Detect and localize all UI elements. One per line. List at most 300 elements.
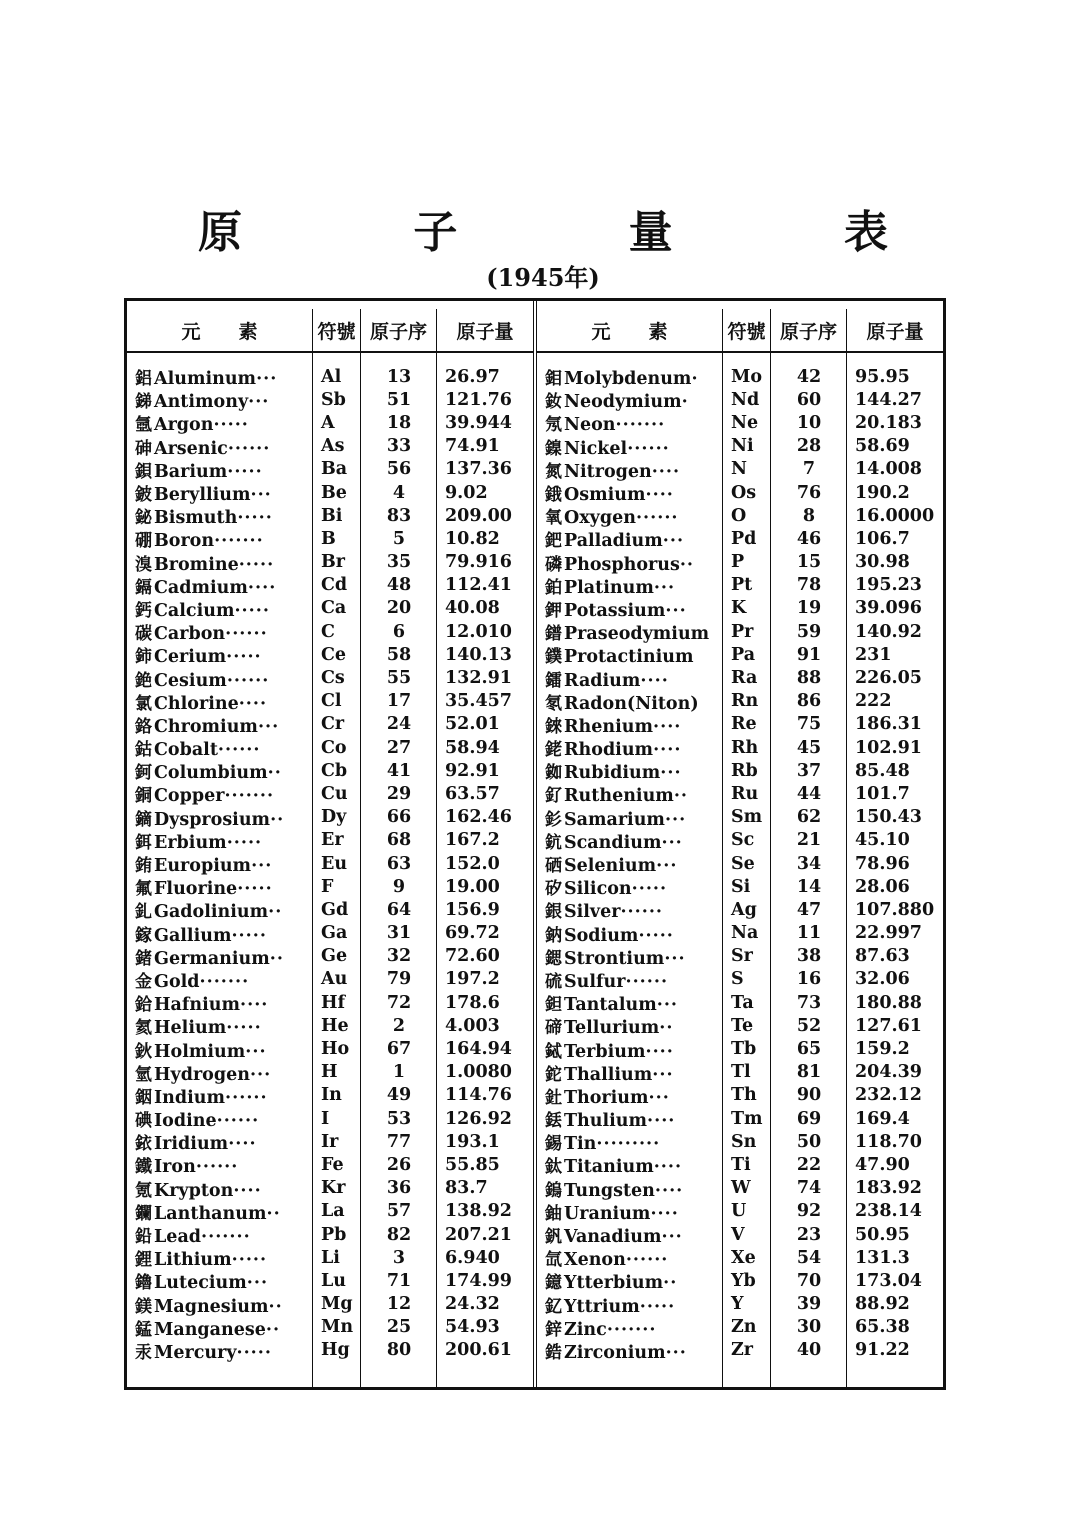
atomic-weight: 95.95 (855, 366, 910, 387)
element-name-cell (537, 758, 723, 783)
atomic-number: 11 (796, 923, 822, 944)
element-symbol: Au (321, 969, 348, 990)
element-chinese-name: 鑥 (135, 1273, 152, 1294)
element-name-cell (537, 712, 723, 737)
element-english-name: Columbium (154, 763, 268, 784)
element-english-name: Radium (564, 670, 641, 691)
atomic-weight: 127.61 (855, 1015, 922, 1036)
element-chinese-name: 錸 (545, 716, 562, 737)
element-english-name: Rhenium (564, 716, 654, 737)
table-row (537, 713, 943, 736)
table-row (127, 1246, 533, 1269)
table-row (127, 736, 533, 759)
element-symbol: S (731, 969, 744, 990)
atomic-weight: 9.02 (445, 482, 488, 503)
element-name-cell (127, 805, 313, 830)
table-header-right (537, 309, 943, 353)
element-symbol: Kr (321, 1178, 346, 1199)
atomic-weight: 137.36 (445, 459, 512, 480)
leader-dots: ···· (653, 716, 682, 737)
table-row (127, 829, 533, 852)
element-english-name: Cadmium (154, 577, 248, 598)
element-name-cell (537, 874, 723, 899)
table-row (127, 643, 533, 666)
element-symbol: Ir (321, 1131, 339, 1152)
element-symbol: N (731, 459, 747, 480)
atomic-number: 3 (392, 1247, 406, 1268)
atomic-number: 1 (392, 1062, 406, 1083)
table-row (127, 1200, 533, 1223)
atomic-number: 18 (386, 412, 412, 433)
atomic-number: 81 (796, 1062, 822, 1083)
leader-dots: ·· (679, 554, 695, 575)
atomic-weight: 30.98 (855, 552, 910, 573)
header-symbol: 符號 (313, 309, 361, 351)
element-english-name: Arsenic (154, 438, 228, 459)
element-name-cell (127, 526, 313, 551)
table-row (127, 875, 533, 898)
atomic-weight: 126.92 (445, 1108, 512, 1129)
element-chinese-name: 氡 (545, 693, 562, 714)
table-row (537, 1061, 943, 1084)
element-symbol: Nd (731, 389, 760, 410)
table-row (127, 1316, 533, 1339)
element-english-name: Chlorine (154, 693, 239, 714)
element-chinese-name: 釔 (545, 1296, 562, 1317)
table-row (127, 898, 533, 921)
table-row (537, 898, 943, 921)
atomic-number: 73 (796, 992, 822, 1013)
table-row (537, 782, 943, 805)
leader-dots: ····· (639, 1296, 676, 1317)
atomic-weight: 190.2 (855, 482, 910, 503)
element-english-name: Antimony (154, 392, 249, 413)
element-english-name: Zirconium (564, 1342, 666, 1363)
atomic-weight: 55.85 (445, 1154, 500, 1175)
element-english-name: Molybdenum (564, 369, 692, 390)
leader-dots: ···· (228, 1134, 257, 1155)
element-symbol: Ge (321, 946, 348, 967)
atomic-weight: 156.9 (445, 899, 500, 920)
table-row (537, 1037, 943, 1060)
atomic-number: 90 (796, 1085, 822, 1106)
atomic-weight: 197.2 (445, 969, 500, 990)
element-name-cell (127, 1152, 313, 1177)
element-name-cell (127, 689, 313, 714)
element-english-name: Sodium (564, 925, 639, 946)
table-row (537, 1014, 943, 1037)
element-english-name: Aluminum (154, 369, 257, 390)
element-symbol: Be (321, 482, 347, 503)
leader-dots: ··· (660, 763, 682, 784)
element-chinese-name: 銩 (545, 1111, 562, 1132)
element-english-name: Titanium (564, 1157, 654, 1178)
element-chinese-name: 鉬 (545, 369, 562, 390)
element-english-name: Lead (154, 1227, 202, 1248)
rows-left (127, 365, 533, 1362)
element-symbol: Mo (731, 366, 763, 387)
element-symbol: C (321, 621, 335, 642)
atomic-number: 41 (386, 760, 412, 781)
atomic-weight: 47.90 (855, 1154, 910, 1175)
element-name-cell (537, 573, 723, 598)
leader-dots: ·· (663, 1273, 678, 1294)
element-english-name: Ruthenium (564, 786, 674, 807)
element-chinese-name: 鈷 (135, 740, 152, 761)
atomic-weight: 174.99 (445, 1270, 512, 1291)
element-english-name: Hydrogen (154, 1064, 250, 1085)
element-symbol: Ca (321, 598, 347, 619)
element-chinese-name: 釩 (545, 1227, 562, 1248)
atomic-number: 33 (386, 436, 412, 457)
atomic-weight: 14.008 (855, 459, 922, 480)
element-chinese-name: 氯 (135, 693, 152, 714)
element-chinese-name: 釓 (135, 902, 152, 923)
atomic-number: 72 (386, 992, 412, 1013)
element-name-cell (537, 1245, 723, 1270)
table-row (537, 1153, 943, 1176)
atomic-weight: 39.096 (855, 598, 922, 619)
table-row (127, 1084, 533, 1107)
table-row (127, 365, 533, 388)
atomic-number: 71 (386, 1270, 412, 1291)
element-name-cell (537, 642, 723, 667)
table-row (127, 1107, 533, 1130)
element-chinese-name: 鈣 (135, 600, 152, 621)
element-name-cell (537, 387, 723, 412)
table-row (127, 1130, 533, 1153)
element-english-name: Iron (154, 1157, 196, 1178)
atomic-weight: 19.00 (445, 876, 500, 897)
element-name-cell (537, 434, 723, 459)
table-row (537, 922, 943, 945)
element-english-name: Selenium (564, 856, 657, 877)
table-row (537, 759, 943, 782)
table-row (537, 551, 943, 574)
atomic-number: 20 (386, 598, 412, 619)
leader-dots: ···· (645, 1041, 674, 1062)
element-name-cell (537, 1338, 723, 1363)
element-name-cell (537, 619, 723, 644)
leader-dots: ····· (231, 925, 267, 946)
element-symbol: Mg (321, 1294, 353, 1315)
atomic-number: 27 (386, 737, 412, 758)
atomic-weight: 140.92 (855, 621, 922, 642)
table-row (127, 1177, 533, 1200)
atomic-number: 57 (386, 1201, 412, 1222)
atomic-number: 86 (796, 691, 822, 712)
leader-dots: ···· (247, 577, 277, 598)
element-chinese-name: 氫 (135, 1064, 152, 1085)
element-english-name: Barium (154, 461, 228, 482)
atomic-weight: 138.92 (445, 1201, 512, 1222)
element-english-name: Silver (564, 902, 621, 923)
element-english-name: Lutecium (154, 1273, 247, 1294)
atomic-number: 30 (796, 1317, 822, 1338)
element-chinese-name: 鉿 (135, 995, 152, 1016)
header-atomic-number: 原子序 (361, 309, 437, 351)
atomic-weight: 83.7 (445, 1178, 488, 1199)
atomic-weight: 1.0080 (445, 1062, 512, 1083)
element-chinese-name: 鑭 (135, 1203, 152, 1224)
table-row (537, 666, 943, 689)
atomic-number: 39 (796, 1294, 822, 1315)
atomic-weight: 173.04 (855, 1270, 922, 1291)
atomic-weight: 28.06 (855, 876, 910, 897)
atomic-number: 38 (796, 946, 822, 967)
element-english-name: Ytterbium (564, 1273, 664, 1294)
element-chinese-name: 鍺 (135, 948, 152, 969)
table-row (537, 1269, 943, 1292)
atomic-number: 62 (796, 807, 822, 828)
element-name-cell (537, 1199, 723, 1224)
element-english-name: Europium (154, 856, 252, 877)
atomic-number: 26 (386, 1154, 412, 1175)
element-symbol: I (321, 1108, 330, 1129)
leader-dots: ··· (664, 809, 687, 830)
element-name-cell (127, 666, 313, 691)
element-symbol: Br (321, 552, 346, 573)
element-chinese-name: 鉺 (135, 832, 152, 853)
element-name-cell (127, 480, 313, 505)
element-name-cell (537, 1315, 723, 1340)
element-chinese-name: 鐳 (545, 670, 562, 691)
element-english-name: Mercury (154, 1342, 237, 1363)
leader-dots: ···· (650, 1203, 679, 1224)
leader-dots: ····· (238, 554, 275, 575)
atomic-weight: 106.7 (855, 528, 910, 549)
element-name-cell (127, 712, 313, 737)
table-row (537, 690, 943, 713)
atomic-number: 65 (796, 1039, 822, 1060)
table-row (127, 620, 533, 643)
table-row (537, 1200, 943, 1223)
atomic-weight: 24.32 (445, 1294, 500, 1315)
element-english-name: Cerium (154, 647, 227, 668)
atomic-number: 24 (386, 714, 412, 735)
element-symbol: Sb (321, 389, 346, 410)
element-english-name: Thorium (564, 1087, 649, 1108)
element-chinese-name: 鈉 (545, 925, 562, 946)
table-row (537, 736, 943, 759)
element-symbol: W (731, 1178, 751, 1199)
element-english-name: Thallium (564, 1064, 653, 1085)
element-english-name: Calcium (154, 600, 235, 621)
table-row (537, 435, 943, 458)
atomic-number: 16 (796, 969, 822, 990)
element-english-name: Carbon (154, 624, 226, 645)
element-name-cell (127, 874, 313, 899)
atomic-weight: 183.92 (855, 1178, 922, 1199)
element-english-name: Iodine (154, 1111, 217, 1132)
element-name-cell (537, 967, 723, 992)
atomic-weight: 118.70 (855, 1131, 922, 1152)
leader-dots: ······ (625, 971, 669, 992)
element-chinese-name: 氧 (545, 508, 562, 529)
atomic-weight: 35.457 (445, 691, 512, 712)
element-english-name: Vanadium (564, 1227, 662, 1248)
table-row (537, 875, 943, 898)
atomic-weight: 140.13 (445, 644, 512, 665)
atomic-weight: 101.7 (855, 783, 910, 804)
atomic-number: 37 (796, 760, 822, 781)
atomic-number: 52 (796, 1015, 822, 1036)
element-english-name: Helium (154, 1018, 227, 1039)
element-symbol: Y (731, 1294, 744, 1315)
atomic-number: 6 (392, 621, 406, 642)
element-symbol: Hf (321, 992, 346, 1013)
element-chinese-name: 汞 (135, 1342, 152, 1363)
element-name-cell (127, 1106, 313, 1131)
table-right-half (537, 301, 943, 1387)
element-english-name: Dysprosium (154, 809, 271, 830)
atomic-number: 68 (386, 830, 412, 851)
leader-dots: ··· (662, 531, 685, 552)
atomic-number: 32 (386, 946, 412, 967)
atomic-weight: 79.916 (445, 552, 512, 573)
element-symbol: Pa (731, 644, 756, 665)
atomic-weight: 159.2 (855, 1039, 910, 1060)
element-english-name: Indium (154, 1087, 226, 1108)
element-english-name: Nitrogen (564, 461, 652, 482)
element-symbol: Pd (731, 528, 757, 549)
element-symbol: Xe (731, 1247, 756, 1268)
leader-dots: ····· (638, 925, 674, 946)
atomic-weight: 26.97 (445, 366, 500, 387)
atomic-weight: 102.91 (855, 737, 922, 758)
element-name-cell (537, 828, 723, 853)
element-symbol: Yb (731, 1270, 756, 1291)
leader-dots: ··· (249, 1064, 272, 1085)
element-chinese-name: 鈧 (545, 832, 562, 853)
element-symbol: O (731, 505, 747, 526)
header-atomic-weight: 原子量 (866, 320, 924, 343)
element-name-cell (127, 758, 313, 783)
element-symbol: Si (731, 876, 751, 897)
leader-dots: ······ (225, 624, 268, 645)
element-english-name: Tin (564, 1134, 597, 1155)
element-name-cell (537, 457, 723, 482)
element-symbol: Hg (321, 1340, 350, 1361)
element-english-name: Xenon (564, 1250, 626, 1271)
leader-dots: ··· (664, 948, 686, 969)
element-name-cell (537, 410, 723, 435)
element-english-name: Lanthanum (154, 1203, 267, 1224)
atomic-weight: 32.06 (855, 969, 910, 990)
element-chinese-name: 磷 (545, 554, 562, 575)
atomic-number: 15 (796, 552, 822, 573)
element-chinese-name: 鈳 (135, 763, 152, 784)
leader-dots: ··· (250, 485, 272, 506)
element-chinese-name: 氬 (135, 415, 152, 436)
atomic-number: 14 (796, 876, 822, 897)
element-symbol: F (321, 876, 334, 897)
element-english-name: Phosphorus (564, 554, 680, 575)
leader-dots: ····· (227, 461, 263, 482)
element-chinese-name: 鐠 (545, 624, 562, 645)
atomic-number: 2 (392, 1015, 406, 1036)
element-chinese-name: 錳 (135, 1319, 152, 1340)
element-symbol: Ta (731, 992, 754, 1013)
element-english-name: Tantalum (564, 995, 657, 1016)
atomic-weight: 40.08 (445, 598, 500, 619)
element-symbol: Bi (321, 505, 343, 526)
leader-dots: ·· (659, 1018, 674, 1039)
atomic-number: 79 (386, 969, 412, 990)
leader-dots: ·· (269, 948, 284, 969)
element-name-cell (127, 828, 313, 853)
element-symbol: Os (731, 482, 757, 503)
element-name-cell (537, 990, 723, 1015)
element-name-cell (127, 410, 313, 435)
element-symbol: Cb (321, 760, 348, 781)
element-chinese-name: 鉻 (135, 716, 152, 737)
element-name-cell (537, 1292, 723, 1317)
leader-dots: ··· (661, 1227, 683, 1248)
atomic-weight: 180.88 (855, 992, 922, 1013)
atomic-number: 4 (392, 482, 406, 503)
table-row (537, 527, 943, 550)
table-row (537, 991, 943, 1014)
element-name-cell (537, 1176, 723, 1201)
atomic-number: 59 (796, 621, 822, 642)
atomic-number: 10 (796, 412, 822, 433)
table-row (127, 782, 533, 805)
leader-dots: ·· (267, 763, 282, 784)
element-name-cell (127, 1268, 313, 1293)
element-name-cell (127, 387, 313, 412)
element-symbol: Ba (321, 459, 348, 480)
leader-dots: ····· (236, 1342, 272, 1363)
element-symbol: Zn (731, 1317, 757, 1338)
leader-dots: ···· (645, 485, 674, 506)
element-name-cell (127, 642, 313, 667)
element-chinese-name: 溴 (135, 554, 152, 575)
element-symbol: Co (321, 737, 347, 758)
atomic-weight: 112.41 (445, 575, 512, 596)
atomic-number: 7 (802, 459, 816, 480)
atomic-number: 25 (386, 1317, 412, 1338)
element-english-name: Erbium (154, 832, 227, 853)
atomic-weight: 4.003 (445, 1015, 500, 1036)
table-row (127, 806, 533, 829)
element-name-cell (537, 897, 723, 922)
leader-dots: ······ (627, 438, 670, 459)
element-symbol: Ra (731, 668, 758, 689)
element-symbol: A (321, 412, 335, 433)
leader-dots: ··· (652, 1064, 674, 1085)
element-symbol: Cr (321, 714, 345, 735)
table-row (127, 991, 533, 1014)
leader-dots: ··· (653, 577, 676, 598)
element-name-cell (537, 1083, 723, 1108)
element-name-cell (537, 1060, 723, 1085)
atomic-number: 91 (796, 644, 822, 665)
atomic-number: 34 (796, 853, 822, 874)
element-english-name: Lithium (154, 1250, 232, 1271)
element-symbol: Ag (731, 899, 757, 920)
element-chinese-name: 釕 (545, 786, 562, 807)
atomic-weight: 162.46 (445, 807, 512, 828)
table-row (537, 574, 943, 597)
leader-dots: ····· (237, 508, 273, 529)
element-symbol: In (321, 1085, 342, 1106)
element-name-cell (537, 851, 723, 876)
atomic-weight: 152.0 (445, 853, 500, 874)
element-chinese-name: 銀 (545, 902, 562, 923)
element-symbol: Ti (731, 1154, 751, 1175)
table-row (127, 597, 533, 620)
